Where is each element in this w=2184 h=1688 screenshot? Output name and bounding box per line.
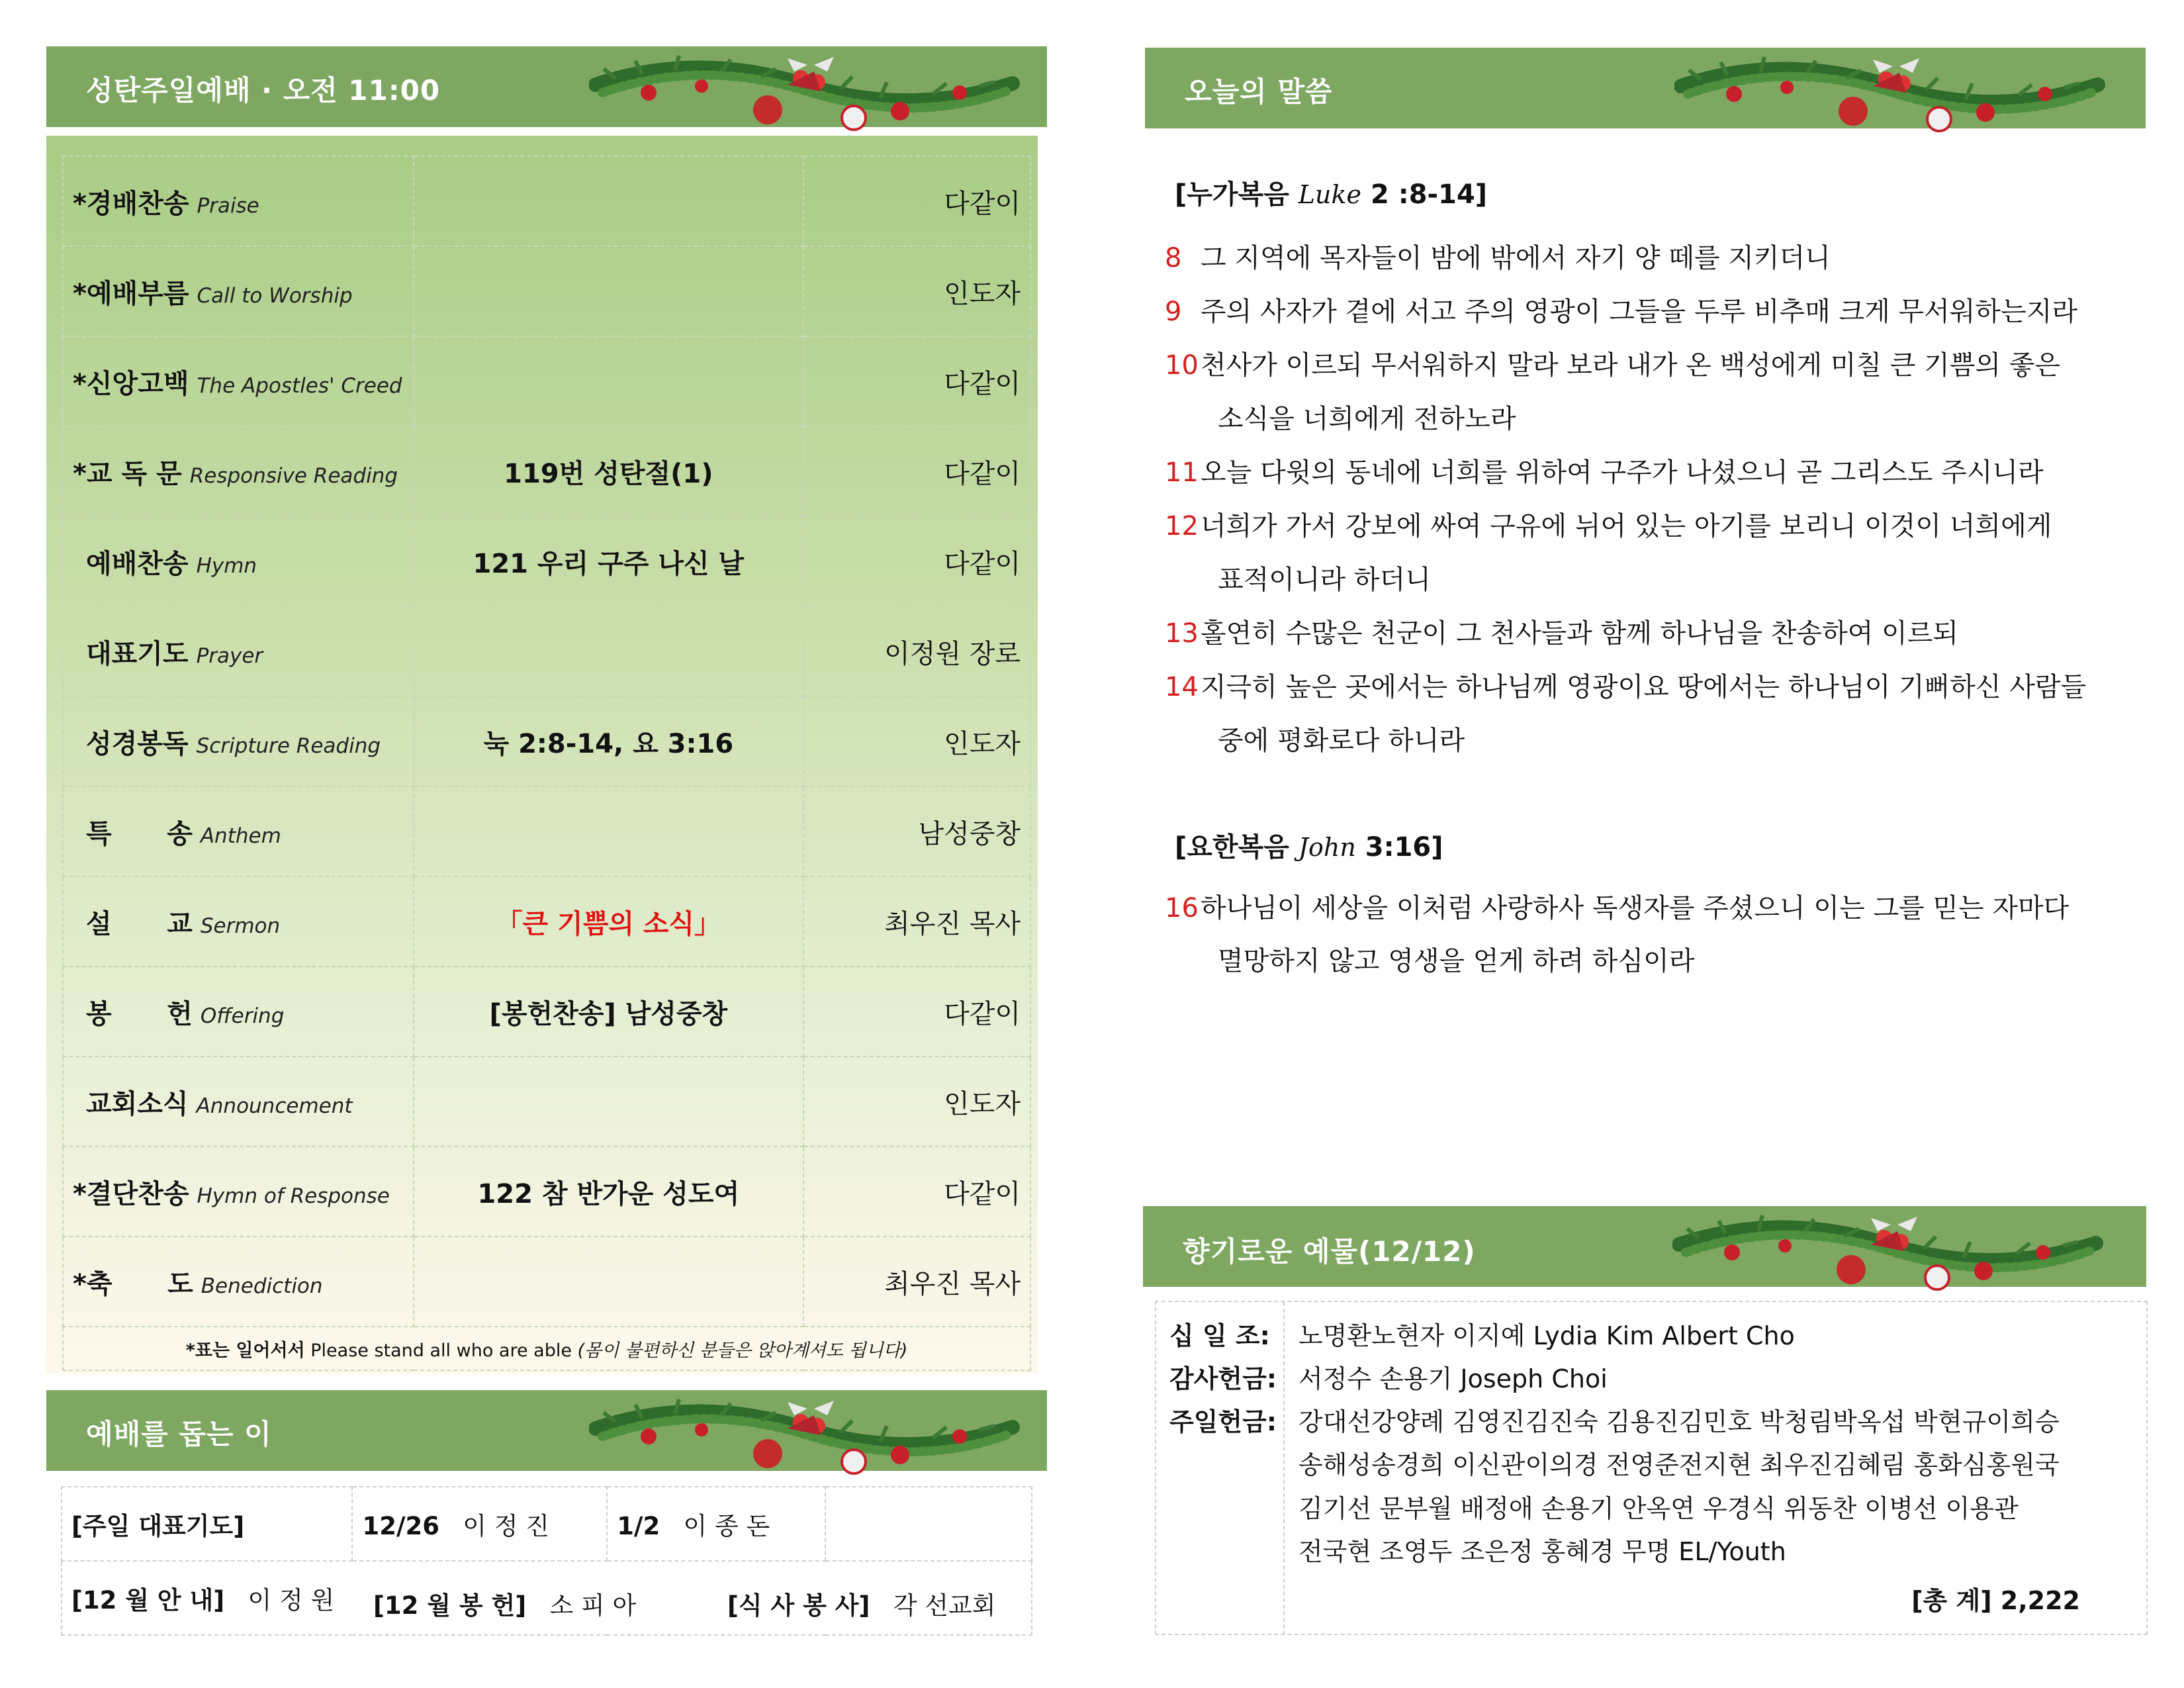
verse-continuation: 멸망하지 않고 영생을 얻게 하려 하심이라 <box>1218 946 1695 976</box>
verse-number: 12 <box>1165 511 1199 541</box>
verse-text: 너희가 가서 강보에 싸여 구유에 뉘어 있는 아기를 보리니 이것이 너희에게 <box>1201 511 2052 541</box>
sunday-label: 주일헌금: <box>1169 1407 1277 1436</box>
order-detail: 121 우리 구주 나신 날 <box>414 516 803 606</box>
order-star: * <box>73 458 87 489</box>
order-star: * <box>73 278 87 309</box>
verse-continuation: 중에 평화로다 하니라 <box>1218 726 1465 756</box>
order-row <box>63 156 1030 246</box>
order-korean-label: 봉 헌 <box>86 998 193 1029</box>
verse <box>1165 291 2077 328</box>
order-item <box>63 156 414 246</box>
order-leader: 인도자 <box>803 696 1030 786</box>
order-item <box>63 1056 414 1147</box>
verse-number: 14 <box>1165 672 1199 702</box>
order-row <box>63 246 1030 336</box>
order-item <box>63 336 414 426</box>
order-star: * <box>73 1268 87 1299</box>
order-item <box>63 426 414 516</box>
order-leader: 최우진 목사 <box>803 876 1030 966</box>
worship-order-table <box>62 156 1031 1371</box>
order-leader: 다같이 <box>803 156 1030 246</box>
verse-number: 13 <box>1165 618 1199 649</box>
order-leader: 인도자 <box>803 1056 1030 1147</box>
helpers-banner <box>46 1390 1047 1471</box>
order-leader: 다같이 <box>803 516 1030 606</box>
order-english-label: Benediction <box>201 1274 323 1298</box>
offering-banner <box>1143 1206 2146 1287</box>
order-leader: 다같이 <box>803 966 1030 1056</box>
order-english-label: Anthem <box>200 823 281 848</box>
offering-title: 향기로운 예물(12/12) <box>1183 1235 1476 1268</box>
sunday-names-line: 강대선강양례 김영진김진숙 김용진김민호 박청림박옥섭 박현규이희승 <box>1298 1407 2060 1436</box>
order-detail <box>414 786 803 876</box>
order-detail <box>414 246 803 336</box>
order-english-label: The Apostles' Creed <box>197 373 402 398</box>
verse <box>1165 237 1831 275</box>
order-star: * <box>73 368 87 399</box>
order-leader: 다같이 <box>803 336 1030 426</box>
verse-text: 그 지역에 목자들이 밤에 밖에서 자기 양 떼를 지키더니 <box>1201 243 1831 273</box>
order-english-label: Prayer <box>196 643 263 668</box>
service-title: 성탄주일예배 · 오전 11:00 <box>86 74 441 107</box>
order-english-label: Sermon <box>200 914 281 938</box>
worship-order-panel <box>46 136 1038 1374</box>
stand-note: *표는 일어서서 Please stand all who are able (몸이 불편하신 분들은 앉아계셔도 됩니다) <box>63 1327 1030 1370</box>
christmas-garland-icon <box>1674 53 2111 132</box>
verse-text: 주의 사자가 곁에 서고 주의 영광이 그들을 두루 비추매 크게 무서워하는지라 <box>1201 297 2077 327</box>
helpers-title: 예배를 돕는 이 <box>86 1418 272 1450</box>
order-leader: 다같이 <box>803 1147 1030 1237</box>
thanks-names: 서정수 손용기 Joseph Choi <box>1298 1364 1608 1393</box>
order-korean-label: 예배찬송 <box>86 548 189 579</box>
verse-text: 홀연히 수많은 천군이 그 천사들과 함께 하나님을 찬송하여 이르되 <box>1201 618 1958 649</box>
order-row <box>63 696 1030 786</box>
meal-name: 각 선교회 <box>893 1591 996 1620</box>
sunday-names-line: 김기선 문부월 배정애 손용기 안옥연 우경식 위동찬 이병선 이용관 <box>1298 1494 2019 1523</box>
order-item <box>63 606 414 696</box>
word-banner <box>1145 48 2146 128</box>
order-leader: 남성중창 <box>803 786 1030 876</box>
order-korean-label: 대표기도 <box>86 638 189 669</box>
christmas-garland-icon <box>589 1395 1026 1475</box>
meal-label: [식 사 봉 사] <box>727 1591 870 1620</box>
order-leader: 다같이 <box>803 426 1030 516</box>
verse-continuation: 표적이니라 하더니 <box>1218 565 1431 595</box>
verse-number: 9 <box>1165 297 1182 327</box>
order-korean-label: 신앙고백 <box>86 368 189 399</box>
order-detail <box>414 156 803 246</box>
verse-number: 11 <box>1165 457 1199 488</box>
order-leader: 최우진 목사 <box>803 1237 1030 1327</box>
service-banner <box>46 46 1047 127</box>
order-row <box>63 1237 1030 1327</box>
guide-name: 이 정 원 <box>248 1586 335 1615</box>
order-row <box>63 786 1030 876</box>
order-item <box>63 876 414 966</box>
order-korean-label: 특 송 <box>86 818 193 849</box>
order-english-label: Hymn of Response <box>197 1184 390 1208</box>
verse-text: 천사가 이르되 무서워하지 말라 보라 내가 온 백성에게 미칠 큰 기쁨의 좋은 <box>1201 350 2061 381</box>
order-item <box>63 696 414 786</box>
prayer-date-2: 1/2 <box>617 1512 660 1540</box>
order-korean-label: 축 도 <box>86 1268 193 1299</box>
order-korean-label: 교 독 문 <box>86 458 182 489</box>
order-row <box>63 606 1030 696</box>
order-english-label: Hymn <box>196 553 257 578</box>
scripture-reference-john: [요한복음 John 3:16] <box>1175 832 1443 863</box>
sunday-names-line: 전국현 조영두 조은정 홍혜경 무명 EL/Youth <box>1298 1537 1786 1566</box>
prayer-label: [주일 대표기도] <box>62 1487 352 1561</box>
prayer-name-2: 이 종 돈 <box>683 1512 770 1540</box>
order-row <box>63 1147 1030 1237</box>
verse-text: 오늘 다윗의 동네에 너희를 위하여 구주가 나셨으니 곧 그리스도 주시니라 <box>1201 457 2044 488</box>
order-english-label: Praise <box>197 193 259 218</box>
order-row <box>63 1056 1030 1147</box>
verse <box>1165 612 1958 650</box>
order-row <box>63 516 1030 606</box>
offering-list <box>1155 1301 2148 1635</box>
word-title: 오늘의 말씀 <box>1185 75 1333 108</box>
order-detail: 122 참 반가운 성도여 <box>414 1147 803 1237</box>
verse <box>1165 887 2069 925</box>
prayer-date-1: 12/26 <box>362 1512 439 1540</box>
prayer-name-1: 이 정 진 <box>463 1512 550 1540</box>
verse-number: 8 <box>1165 243 1182 273</box>
order-english-label: Offering <box>200 1004 285 1028</box>
order-star: * <box>73 188 87 219</box>
offering-total: [총 계] 2,222 <box>1911 1586 2080 1615</box>
scripture-reference-luke: [누가복음 Luke 2 :8-14] <box>1175 179 1488 210</box>
order-detail <box>414 1237 803 1327</box>
guide-label: [12 월 안 내] <box>71 1586 225 1615</box>
offering-label: [12 월 봉 헌] <box>373 1591 527 1620</box>
verse <box>1165 666 2086 704</box>
verse <box>1165 505 2052 543</box>
order-item <box>63 966 414 1056</box>
christmas-garland-icon <box>589 52 1026 131</box>
order-detail <box>414 606 803 696</box>
offering-name: 소 피 아 <box>549 1591 637 1620</box>
order-leader: 이정원 장로 <box>803 606 1030 696</box>
order-row <box>63 966 1030 1056</box>
order-row <box>63 426 1030 516</box>
order-item <box>63 1237 414 1327</box>
order-korean-label: 성경봉독 <box>86 728 189 759</box>
order-korean-label: 설 교 <box>86 908 193 939</box>
order-item <box>63 516 414 606</box>
verse-text: 하나님이 세상을 이처럼 사랑하사 독생자를 주셨으니 이는 그를 믿는 자마다 <box>1201 893 2070 923</box>
order-item <box>63 246 414 336</box>
order-korean-label: 결단찬송 <box>86 1178 189 1209</box>
order-detail: 「큰 기쁨의 소식」 <box>414 876 803 966</box>
verse-continuation: 소식을 너희에게 전하노라 <box>1218 404 1516 434</box>
verse <box>1165 344 2060 382</box>
tithe-names: 노명환노현자 이지예 Lydia Kim Albert Cho <box>1298 1321 1795 1350</box>
order-english-label: Announcement <box>196 1094 353 1118</box>
verse-text: 지극히 높은 곳에서는 하나님께 영광이요 땅에서는 하나님이 기뻐하신 사람들 <box>1201 672 2087 702</box>
verse <box>1165 451 2044 489</box>
order-korean-label: 예배부름 <box>86 278 189 309</box>
order-row <box>63 876 1030 966</box>
sunday-names-line: 송해성송경희 이신관이의경 전영준전지현 최우진김혜림 홍화심홍원국 <box>1298 1450 2060 1479</box>
order-leader: 인도자 <box>803 246 1030 336</box>
order-item <box>63 786 414 876</box>
order-detail: 119번 성탄절(1) <box>414 426 803 516</box>
order-english-label: Responsive Reading <box>189 463 398 488</box>
thanks-label: 감사헌금: <box>1169 1364 1277 1393</box>
helpers-table <box>61 1486 1032 1636</box>
order-item <box>63 1147 414 1237</box>
stand-note-row <box>63 1327 1030 1370</box>
verse-number: 10 <box>1165 350 1199 381</box>
order-english-label: Scripture Reading <box>196 733 381 758</box>
christmas-garland-icon <box>1672 1211 2109 1291</box>
order-row <box>63 336 1030 426</box>
order-korean-label: 교회소식 <box>86 1088 189 1119</box>
order-detail <box>414 1056 803 1147</box>
order-detail: [봉헌찬송] 남성중창 <box>414 966 803 1056</box>
verse-number: 16 <box>1165 893 1199 923</box>
order-detail: 눅 2:8-14, 요 3:16 <box>414 696 803 786</box>
order-english-label: Call to Worship <box>197 283 353 308</box>
tithe-label: 십 일 조: <box>1169 1321 1270 1350</box>
order-star: * <box>73 1178 87 1209</box>
order-detail <box>414 336 803 426</box>
order-korean-label: 경배찬송 <box>86 188 189 219</box>
